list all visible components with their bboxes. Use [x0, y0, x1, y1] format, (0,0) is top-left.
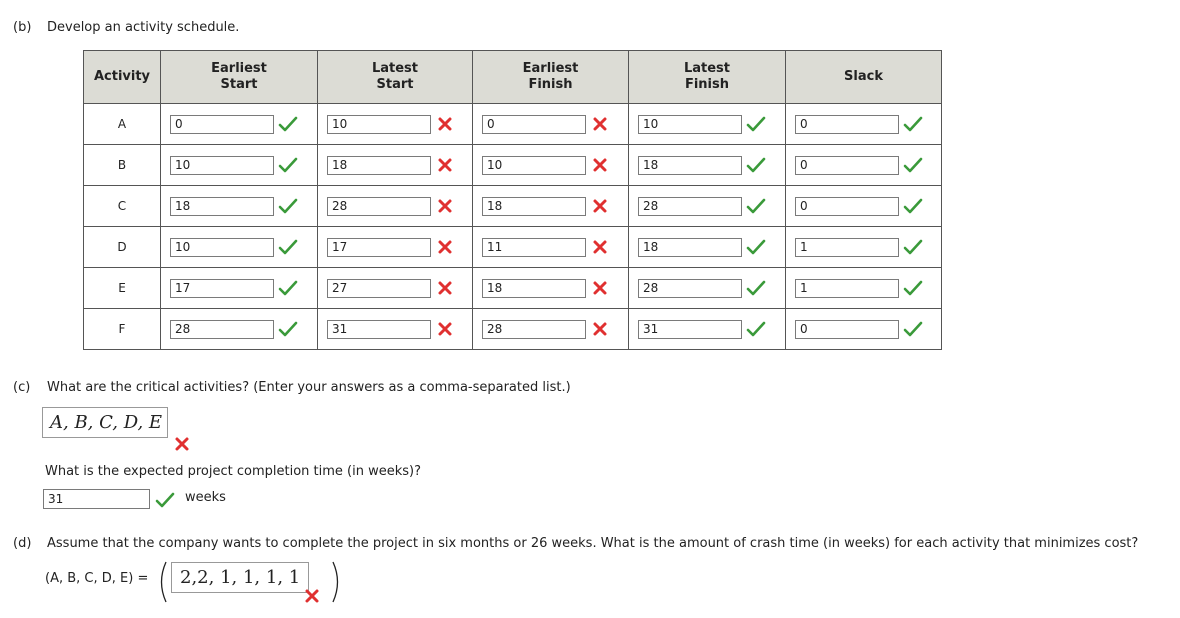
earliest-finish-input[interactable] [482, 279, 586, 298]
earliest-start-field-wrap [161, 115, 317, 134]
activity-cell [84, 309, 161, 350]
table-body [84, 104, 942, 350]
slack-field-wrap [786, 156, 941, 175]
right-paren-icon [330, 560, 344, 604]
latest-finish-field-wrap [629, 279, 785, 298]
earliest-start-input[interactable] [170, 115, 274, 134]
table-row [84, 186, 942, 227]
slack-field-wrap [786, 238, 941, 257]
latest-finish-cell [629, 186, 786, 227]
table-header-row [84, 51, 942, 104]
earliest-finish-field-wrap [473, 238, 628, 257]
latest-start-input[interactable] [327, 156, 431, 175]
activity-label: D [117, 239, 127, 254]
checkmark-icon [278, 157, 298, 173]
latest-start-cell [318, 227, 473, 268]
slack-field-wrap [786, 320, 941, 339]
left-paren-icon [155, 560, 169, 604]
table-row [84, 309, 942, 350]
slack-field-wrap [786, 115, 941, 134]
header-slack: Slack [786, 51, 942, 104]
table-row [84, 104, 942, 145]
activity-cell [84, 145, 161, 186]
earliest-finish-input[interactable] [482, 197, 586, 216]
x-mark-icon [302, 588, 322, 604]
activity-label: C [117, 198, 127, 213]
checkmark-icon [278, 280, 298, 296]
header-earliest-start: Earliest Start [161, 51, 318, 104]
latest-start-input[interactable] [327, 279, 431, 298]
slack-input[interactable] [795, 320, 899, 339]
critical-activities-answer: A, B, C, D, E [50, 412, 163, 433]
latest-finish-cell [629, 309, 786, 350]
activity-label: F [118, 321, 126, 336]
earliest-finish-input[interactable] [482, 238, 586, 257]
x-mark-icon [590, 280, 610, 296]
latest-start-field-wrap [318, 238, 472, 257]
earliest-start-field-wrap [161, 279, 317, 298]
earliest-finish-cell [473, 268, 629, 309]
slack-cell [786, 227, 942, 268]
checkmark-icon [903, 116, 923, 132]
latest-start-input[interactable] [327, 115, 431, 134]
completion-time-input[interactable] [43, 489, 150, 509]
header-latest-start: Latest Start [318, 51, 473, 104]
checkmark-icon [903, 198, 923, 214]
x-mark-icon [435, 116, 455, 132]
part-b-text: Develop an activity schedule. [47, 20, 240, 35]
x-mark-icon [435, 157, 455, 173]
slack-input[interactable] [795, 115, 899, 134]
checkmark-icon [746, 198, 766, 214]
x-mark-icon [590, 239, 610, 255]
checkmark-icon [278, 198, 298, 214]
checkmark-icon [746, 321, 766, 337]
earliest-finish-field-wrap [473, 279, 628, 298]
earliest-start-field-wrap [161, 197, 317, 216]
latest-start-input[interactable] [327, 320, 431, 339]
x-mark-icon [435, 321, 455, 337]
earliest-finish-field-wrap [473, 320, 628, 339]
checkmark-icon [278, 116, 298, 132]
latest-start-input[interactable] [327, 238, 431, 257]
latest-start-field-wrap [318, 279, 472, 298]
checkmark-icon [903, 239, 923, 255]
x-mark-icon [172, 436, 192, 452]
earliest-start-cell [161, 186, 318, 227]
slack-cell [786, 309, 942, 350]
latest-start-cell [318, 186, 473, 227]
latest-finish-field-wrap [629, 197, 785, 216]
earliest-start-cell [161, 309, 318, 350]
table-row [84, 268, 942, 309]
header-activity: Activity [84, 51, 161, 104]
latest-finish-input[interactable] [638, 320, 742, 339]
x-mark-icon [435, 198, 455, 214]
slack-field-wrap [786, 279, 941, 298]
slack-input[interactable] [795, 238, 899, 257]
x-mark-icon [435, 280, 455, 296]
earliest-start-input[interactable] [170, 156, 274, 175]
x-mark-icon [590, 157, 610, 173]
checkmark-icon [278, 321, 298, 337]
latest-start-field-wrap [318, 320, 472, 339]
earliest-finish-input[interactable] [482, 320, 586, 339]
x-mark-icon [590, 116, 610, 132]
latest-finish-field-wrap [629, 115, 785, 134]
part-b-tag: (b) [13, 20, 32, 35]
checkmark-icon [155, 492, 175, 508]
activity-cell [84, 268, 161, 309]
latest-start-cell [318, 309, 473, 350]
activity-label: A [117, 116, 127, 131]
earliest-finish-field-wrap [473, 197, 628, 216]
activity-label: E [118, 280, 126, 295]
earliest-finish-input[interactable] [482, 115, 586, 134]
checkmark-icon [903, 157, 923, 173]
latest-finish-input[interactable] [638, 197, 742, 216]
checkmark-icon [746, 239, 766, 255]
slack-cell [786, 145, 942, 186]
latest-finish-cell [629, 145, 786, 186]
latest-start-input[interactable] [327, 197, 431, 216]
earliest-start-cell [161, 145, 318, 186]
earliest-start-input[interactable] [170, 279, 274, 298]
checkmark-icon [278, 239, 298, 255]
earliest-start-input[interactable] [170, 238, 274, 257]
latest-finish-cell [629, 104, 786, 145]
earliest-start-field-wrap [161, 238, 317, 257]
slack-cell [786, 104, 942, 145]
part-c-question: What are the critical activities? (Enter your answers as a comma-separated list.) [47, 380, 571, 395]
checkmark-icon [746, 116, 766, 132]
latest-start-field-wrap [318, 115, 472, 134]
slack-cell [786, 268, 942, 309]
latest-finish-input[interactable] [638, 238, 742, 257]
header-earliest-finish: Earliest Finish [473, 51, 629, 104]
earliest-start-input[interactable] [170, 197, 274, 216]
slack-cell [786, 186, 942, 227]
table-row [84, 145, 942, 186]
part-d-tag: (d) [13, 536, 32, 551]
completion-time-prompt: What is the expected project completion time (in weeks)? [45, 464, 421, 479]
slack-input[interactable] [795, 197, 899, 216]
activity-cell [84, 104, 161, 145]
earliest-finish-field-wrap [473, 115, 628, 134]
latest-finish-input[interactable] [638, 279, 742, 298]
latest-start-field-wrap [318, 156, 472, 175]
earliest-finish-cell [473, 145, 629, 186]
earliest-start-field-wrap [161, 156, 317, 175]
latest-start-cell [318, 268, 473, 309]
latest-finish-field-wrap [629, 320, 785, 339]
latest-start-field-wrap [318, 197, 472, 216]
activity-cell [84, 227, 161, 268]
checkmark-icon [746, 157, 766, 173]
part-c-prompt [13, 380, 571, 395]
activity-cell [84, 186, 161, 227]
latest-finish-cell [629, 227, 786, 268]
latest-finish-field-wrap [629, 238, 785, 257]
slack-field-wrap [786, 197, 941, 216]
latest-finish-field-wrap [629, 156, 785, 175]
part-d-prompt [13, 536, 1138, 551]
weeks-unit-label: weeks [185, 490, 226, 505]
table-row [84, 227, 942, 268]
earliest-finish-cell [473, 309, 629, 350]
part-c-tag: (c) [13, 380, 31, 395]
checkmark-icon [903, 321, 923, 337]
latest-finish-input[interactable] [638, 115, 742, 134]
earliest-start-field-wrap [161, 320, 317, 339]
earliest-finish-cell [473, 227, 629, 268]
latest-finish-input[interactable] [638, 156, 742, 175]
earliest-start-cell [161, 227, 318, 268]
slack-input[interactable] [795, 156, 899, 175]
earliest-start-cell [161, 268, 318, 309]
earliest-finish-input[interactable] [482, 156, 586, 175]
earliest-start-input[interactable] [170, 320, 274, 339]
critical-activities-answer-box[interactable] [42, 407, 168, 438]
checkmark-icon [903, 280, 923, 296]
crash-vector-label: (A, B, C, D, E) = [45, 571, 149, 586]
crash-time-answer-box[interactable] [171, 562, 309, 593]
x-mark-icon [435, 239, 455, 255]
earliest-finish-field-wrap [473, 156, 628, 175]
slack-input[interactable] [795, 279, 899, 298]
latest-start-cell [318, 145, 473, 186]
latest-finish-cell [629, 268, 786, 309]
earliest-finish-cell [473, 186, 629, 227]
crash-time-answer: 2,2, 1, 1, 1, 1 [180, 567, 301, 588]
activity-schedule-table [83, 50, 942, 350]
activity-label: B [117, 157, 127, 172]
x-mark-icon [590, 198, 610, 214]
part-d-question: Assume that the company wants to complete the project in six months or 26 weeks. What is the amount of crash time (in weeks) for each activity that minimizes cost? [47, 536, 1139, 551]
header-latest-finish: Latest Finish [629, 51, 786, 104]
earliest-finish-cell [473, 104, 629, 145]
x-mark-icon [590, 321, 610, 337]
earliest-start-cell [161, 104, 318, 145]
part-b-prompt [13, 20, 239, 35]
latest-start-cell [318, 104, 473, 145]
checkmark-icon [746, 280, 766, 296]
